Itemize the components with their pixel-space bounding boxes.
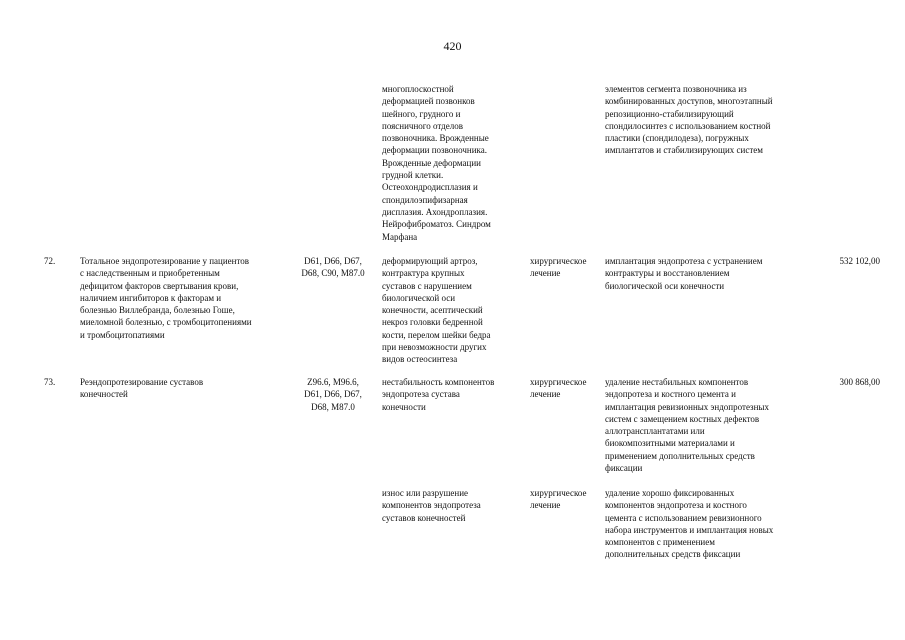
row-72-name: Тотальное эндопротезирование у пациентов с наследственным и приобретенным дефицитом факторов свертывания крови, наличием ингибиторов к факторам и болезнью Виллебранда, болезнью Гоше, миеломной болезнью, с тромбоцитопениями и тромбоцитопатиями [80, 256, 252, 340]
row-72-codes: D61, D66, D67, D68, C90, M87.0 [301, 256, 365, 279]
continuation-method: элементов сегмента позвоночника из комбинированных доступов, многоэтапный репозиционно-стабилизирующий спондилосинтез с использованием костной пластики (спондилодеза), погружных имплантатов и стабилизирующих систем [605, 84, 773, 156]
page-number: 420 [443, 39, 462, 53]
row-72-number: 72. [44, 256, 56, 266]
row-72-method: имплантация эндопротеза с устранением контрактуры и восстановлением биологической оси конечности [605, 256, 763, 291]
row-72-cost: 532 102,00 [839, 256, 880, 266]
row-73-treatment-type: хирургическое лечение [530, 377, 587, 400]
row-72-treatment-type: хирургическое лечение [530, 256, 587, 279]
row-73b-method: удаление хорошо фиксированных компонентов эндопротеза и костного цемента с использованием ревизионного набора инструментов и имплантация новых компонентов с применением дополнительных средств фиксации [605, 488, 774, 560]
row-73-name: Реэндопротезирование суставов конечностей [80, 377, 204, 400]
row-73-method: удаление нестабильных компонентов эндопротеза и костного цемента и имплантация ревизионных эндопротезных систем с замещением костных дефектов аллотрансплантатами или биокомпозитными материалами и применением дополнительных средств фиксации [605, 377, 769, 474]
row-73b-treatment-type: хирургическое лечение [530, 488, 587, 511]
row-73-patient-model: нестабильность компонентов эндопротеза сустава конечности [382, 377, 495, 412]
row-73-number: 73. [44, 377, 56, 387]
row-73b-patient-model: износ или разрушение компонентов эндопротеза суставов конечностей [382, 488, 481, 523]
row-72-patient-model: деформирующий артроз, контрактура крупных суставов с нарушением биологической оси конечности, асептический некроз головки бедренной кости, перелом шейки бедра при невозможности других видов остеосинтеза [382, 256, 491, 365]
row-73-cost: 300 868,00 [839, 377, 880, 387]
continuation-patient-model: многоплоскостной деформацией позвонков шейного, грудного и поясничного отделов позвоночника. Врожденные деформации позвоночника. Врожденные деформации грудной клетки. Остеохондродисплазия и спондилоэпифизарная дисплазия. Ахондроплазия. Нейрофиброматоз. Синдром Марфана [382, 84, 491, 242]
row-73-codes: Z96.6, M96.6, D61, D66, D67, D68, M87.0 [304, 377, 362, 412]
